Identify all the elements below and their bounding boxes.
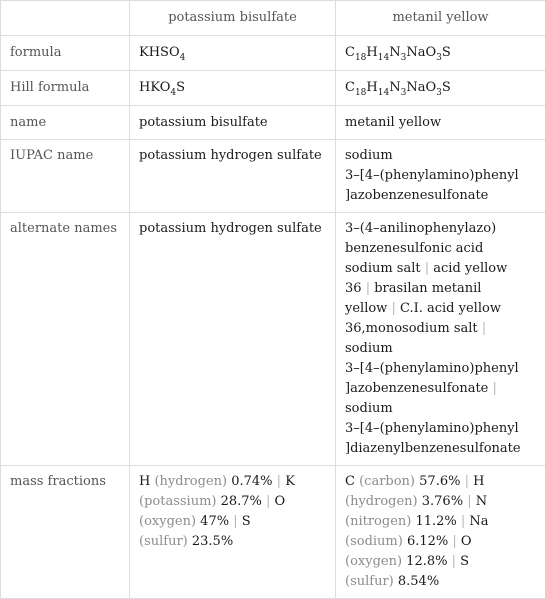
alternate-names-cell-2: 3–(4–anilinophenylazo) benzenesulfonic acid sodium salt | acid yellow 36 | brasilan metanil yellow | C.I. acid yellow 36,monosodium salt | sodium 3–[4–(phenylamino)phenyl ]azobenzenesulfonate | sodium 3–[4–(phenylamino)phenyl ]diazenylbenzenesulfonate (336, 213, 545, 466)
header-row (1, 1, 545, 36)
element-name: (nitrogen) (345, 514, 411, 529)
subscript: 18 (355, 53, 366, 63)
row-label-formula: formula (1, 36, 130, 71)
separator: | (493, 381, 497, 396)
hill-formula-cell-1: $HKO_4S$ (130, 71, 336, 106)
separator: | (277, 474, 281, 489)
row-name (1, 106, 545, 140)
name-cell-1: potassium bisulfate (130, 106, 336, 140)
header-metanil-yellow: metanil yellow (336, 1, 545, 36)
separator: | (391, 301, 395, 316)
header-empty-cell (1, 1, 130, 36)
element-name: (hydrogen) (345, 494, 418, 509)
element-name: (sulfur) (345, 574, 394, 589)
element-name: (hydrogen) (154, 474, 227, 489)
header-potassium-bisulfate: potassium bisulfate (130, 1, 336, 36)
separator: | (461, 514, 465, 529)
element-name: (oxygen) (139, 514, 196, 529)
row-label-iupac-name: IUPAC name (1, 140, 130, 213)
subscript: 3 (436, 88, 442, 98)
row-label-name: name (1, 106, 130, 140)
subscript: 3 (401, 53, 407, 63)
subscript: 4 (180, 53, 186, 63)
row-label-alternate-names: alternate names (1, 213, 130, 466)
separator: | (266, 494, 270, 509)
row-hill-formula (1, 71, 545, 106)
mass-fractions-cell-2: C (carbon) 57.6% | H (hydrogen) 3.76% | N (nitrogen) 11.2% | Na (sodium) 6.12% | O (oxygen) 12.8% | S (sulfur) 8.54% (336, 466, 545, 599)
separator: | (452, 534, 456, 549)
name-cell-2: metanil yellow (336, 106, 545, 140)
row-label-hill-formula: Hill formula (1, 71, 130, 106)
element-name: (oxygen) (345, 554, 402, 569)
element-name: (sodium) (345, 534, 403, 549)
mass-fractions-cell-1: H (hydrogen) 0.74% | K (potassium) 28.7% | O (oxygen) 47% | S (sulfur) 23.5% (130, 466, 336, 599)
separator: | (482, 321, 486, 336)
subscript: 3 (436, 53, 442, 63)
element-name: (potassium) (139, 494, 216, 509)
subscript: 14 (378, 88, 389, 98)
subscript: 3 (401, 88, 407, 98)
row-iupac-name (1, 140, 545, 213)
element-name: (sulfur) (139, 534, 188, 549)
separator: | (366, 281, 370, 296)
separator: | (233, 514, 237, 529)
subscript: 18 (355, 88, 366, 98)
row-mass-fractions (1, 466, 545, 599)
separator: | (467, 494, 471, 509)
alternate-names-cell-1: potassium hydrogen sulfate (130, 213, 336, 466)
separator: | (452, 554, 456, 569)
formula-cell-1: $KHSO_4$ (130, 36, 336, 71)
separator: | (465, 474, 469, 489)
row-alternate-names (1, 213, 545, 466)
subscript: 14 (378, 53, 389, 63)
iupac-name-cell-2: sodium 3–[4–(phenylamino)phenyl ]azobenzenesulfonate (336, 140, 545, 213)
hill-formula-cell-2: $C_{18}H_{14}N_3NaO_3S$ (336, 71, 545, 106)
row-label-mass-fractions: mass fractions (1, 466, 130, 599)
row-formula (1, 36, 545, 71)
element-name: (carbon) (359, 474, 415, 489)
formula-cell-2: $C_{18}H_{14}N_3NaO_3S$ (336, 36, 545, 71)
subscript: 4 (170, 88, 176, 98)
iupac-name-cell-1: potassium hydrogen sulfate (130, 140, 336, 213)
separator: | (425, 261, 429, 276)
